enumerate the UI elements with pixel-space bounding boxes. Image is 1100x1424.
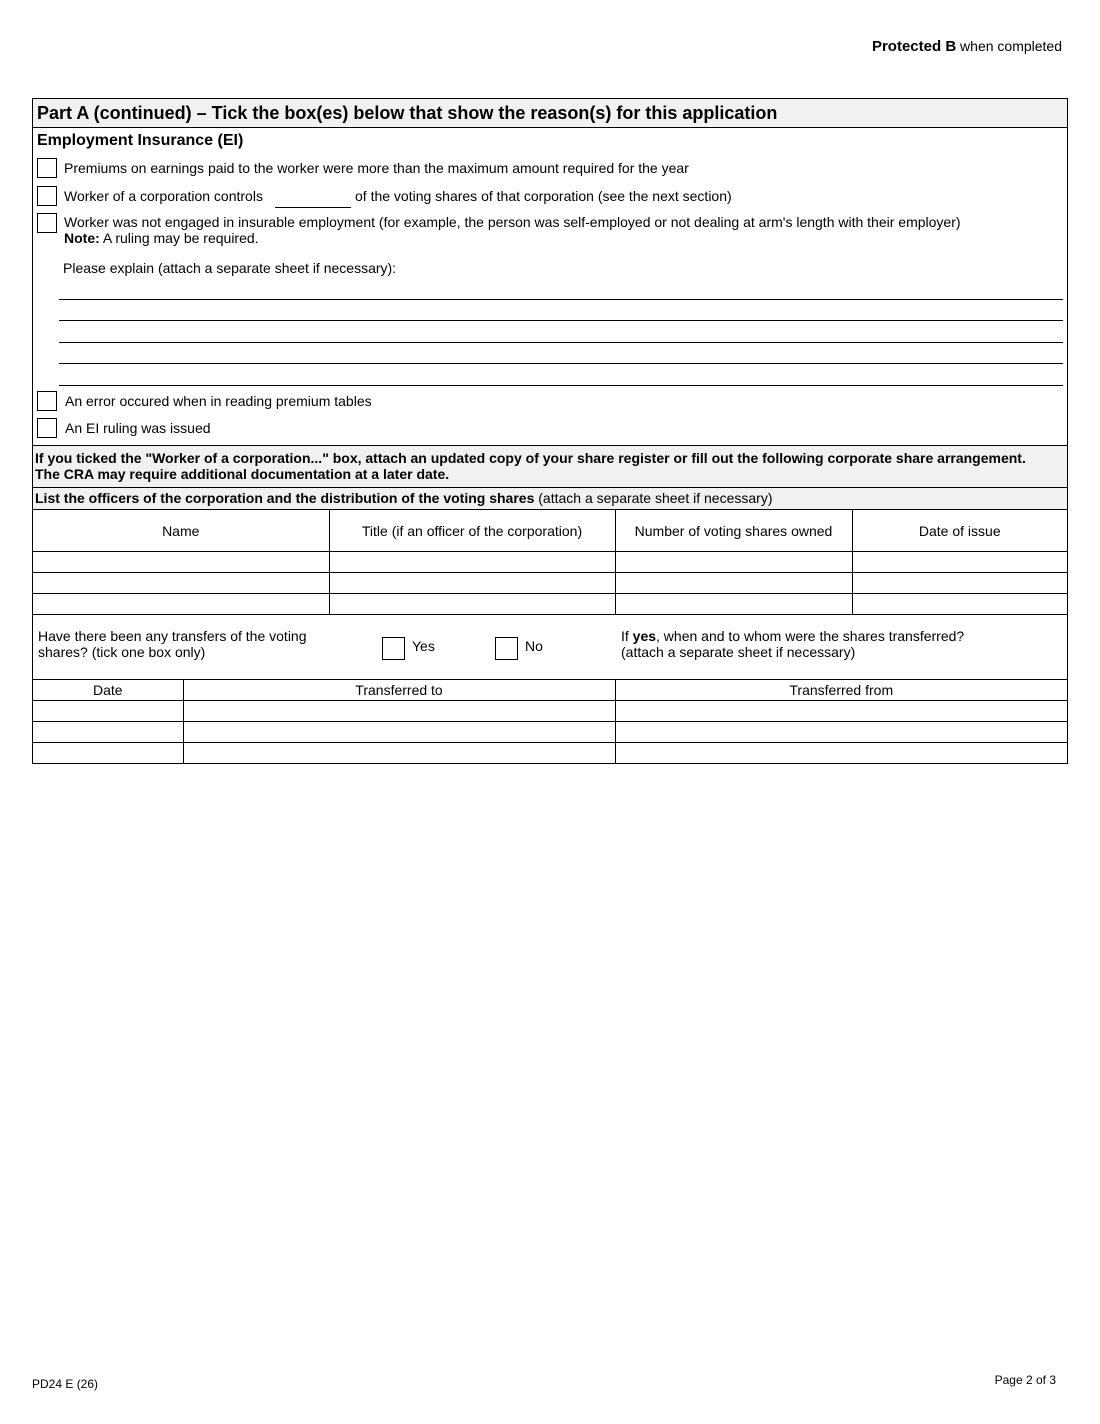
notice-line-2: The CRA may require additional documentation at a later date. bbox=[35, 466, 450, 482]
transfers-header-row bbox=[33, 680, 1067, 701]
table-row bbox=[33, 594, 1067, 615]
transfers-question: Have there been any transfers of the voting shares? (tick one box only) bbox=[38, 628, 307, 660]
protected-label bbox=[872, 38, 1062, 55]
protected-suffix: when completed bbox=[960, 38, 1062, 54]
explain-label: Please explain (attach a separate sheet if necessary): bbox=[63, 260, 397, 276]
col-shares-header: Number of voting shares owned bbox=[615, 510, 852, 552]
transferred-from-cell[interactable] bbox=[615, 701, 1067, 722]
officers-heading bbox=[33, 488, 1067, 510]
col-transfer-date-header: Date bbox=[33, 680, 183, 701]
transfer-date-cell[interactable] bbox=[33, 743, 183, 764]
officer-title-cell[interactable] bbox=[329, 573, 615, 594]
page-number: Page 2 of 3 bbox=[994, 1373, 1056, 1387]
transfer-date-cell[interactable] bbox=[33, 701, 183, 722]
form-code: PD24 E (26) bbox=[32, 1377, 99, 1391]
officer-name-cell[interactable] bbox=[33, 594, 329, 615]
officer-shares-cell[interactable] bbox=[615, 573, 852, 594]
premiums-checkbox[interactable] bbox=[37, 158, 57, 178]
table-row bbox=[33, 722, 1067, 743]
officer-shares-cell[interactable] bbox=[615, 552, 852, 573]
explain-line-4[interactable] bbox=[59, 363, 1063, 364]
officers-heading-bold: List the officers of the corporation and the distribution of the voting shares bbox=[35, 490, 535, 506]
not-insurable-label: Worker was not engaged in insurable employment (for example, the person was self-employed or not dealing at arm's length with their employer) bbox=[64, 214, 961, 230]
transfers-yes-checkbox[interactable] bbox=[382, 637, 405, 660]
col-transferred-from-header: Transferred from bbox=[615, 680, 1067, 701]
officer-date-cell[interactable] bbox=[852, 552, 1067, 573]
if-rest: , when and to whom were the shares transferred? bbox=[656, 628, 965, 644]
table-row bbox=[33, 552, 1067, 573]
officer-title-cell[interactable] bbox=[329, 594, 615, 615]
notice-line-1: If you ticked the "Worker of a corporation..." box, attach an updated copy of your share register or fill out the following corporate share arrangement. bbox=[35, 450, 1026, 466]
col-name-header: Name bbox=[33, 510, 329, 552]
explain-line-5[interactable] bbox=[59, 385, 1063, 386]
ei-ruling-checkbox[interactable] bbox=[37, 418, 57, 438]
premiums-label: Premiums on earnings paid to the worker were more than the maximum amount required for the year bbox=[64, 160, 689, 176]
transferred-to-cell[interactable] bbox=[183, 743, 615, 764]
if-line-2: (attach a separate sheet if necessary) bbox=[621, 644, 856, 660]
officers-heading-note: (attach a separate sheet if necessary) bbox=[538, 490, 773, 506]
col-date-issue-header: Date of issue bbox=[852, 510, 1067, 552]
if-yes-bold: yes bbox=[632, 628, 657, 644]
if-prefix: If bbox=[621, 628, 629, 644]
col-transferred-to-header: Transferred to bbox=[183, 680, 615, 701]
transfers-if-yes-text bbox=[621, 628, 964, 660]
form-part-a bbox=[32, 98, 1068, 764]
transferred-from-cell[interactable] bbox=[615, 743, 1067, 764]
controls-percentage-field[interactable] bbox=[275, 207, 351, 208]
not-insurable-checkbox[interactable] bbox=[37, 213, 57, 233]
transfer-date-cell[interactable] bbox=[33, 722, 183, 743]
worker-controls-checkbox[interactable] bbox=[37, 186, 57, 206]
explain-line-3[interactable] bbox=[59, 342, 1063, 343]
officers-header-row bbox=[33, 510, 1067, 552]
table-row bbox=[33, 743, 1067, 764]
worker-controls-label-prefix: Worker of a corporation controls bbox=[64, 188, 263, 204]
protected-level: Protected B bbox=[871, 38, 957, 55]
note-body: A ruling may be required. bbox=[102, 230, 259, 246]
officer-name-cell[interactable] bbox=[33, 552, 329, 573]
transferred-to-cell[interactable] bbox=[183, 701, 615, 722]
part-a-title: Part A (continued) – Tick the box(es) below that show the reason(s) for this application bbox=[33, 99, 1067, 128]
table-row bbox=[33, 573, 1067, 594]
transfers-section bbox=[33, 614, 1067, 680]
worker-controls-label-suffix: of the voting shares of that corporation (see the next section) bbox=[355, 188, 732, 204]
note-text bbox=[64, 230, 259, 246]
officer-title-cell[interactable] bbox=[329, 552, 615, 573]
transferred-from-cell[interactable] bbox=[615, 722, 1067, 743]
transfers-table bbox=[33, 680, 1067, 763]
officer-date-cell[interactable] bbox=[852, 573, 1067, 594]
error-tables-checkbox[interactable] bbox=[37, 391, 57, 411]
explain-line-1[interactable] bbox=[59, 299, 1063, 300]
officer-date-cell[interactable] bbox=[852, 594, 1067, 615]
officer-shares-cell[interactable] bbox=[615, 594, 852, 615]
error-tables-label: An error occured when in reading premium tables bbox=[65, 393, 372, 409]
officer-name-cell[interactable] bbox=[33, 573, 329, 594]
explain-line-2[interactable] bbox=[59, 320, 1063, 321]
ei-ruling-label: An EI ruling was issued bbox=[65, 420, 211, 436]
transfers-yes-label: Yes bbox=[412, 638, 435, 654]
note-label: Note: bbox=[64, 230, 100, 246]
ei-section bbox=[33, 128, 1067, 446]
officers-table bbox=[33, 510, 1067, 614]
share-register-notice bbox=[33, 446, 1067, 488]
col-title-header: Title (if an officer of the corporation) bbox=[329, 510, 615, 552]
transfers-no-label: No bbox=[525, 638, 543, 654]
transferred-to-cell[interactable] bbox=[183, 722, 615, 743]
transfers-no-checkbox[interactable] bbox=[495, 637, 518, 660]
table-row bbox=[33, 701, 1067, 722]
ei-heading: Employment Insurance (EI) bbox=[37, 132, 244, 149]
